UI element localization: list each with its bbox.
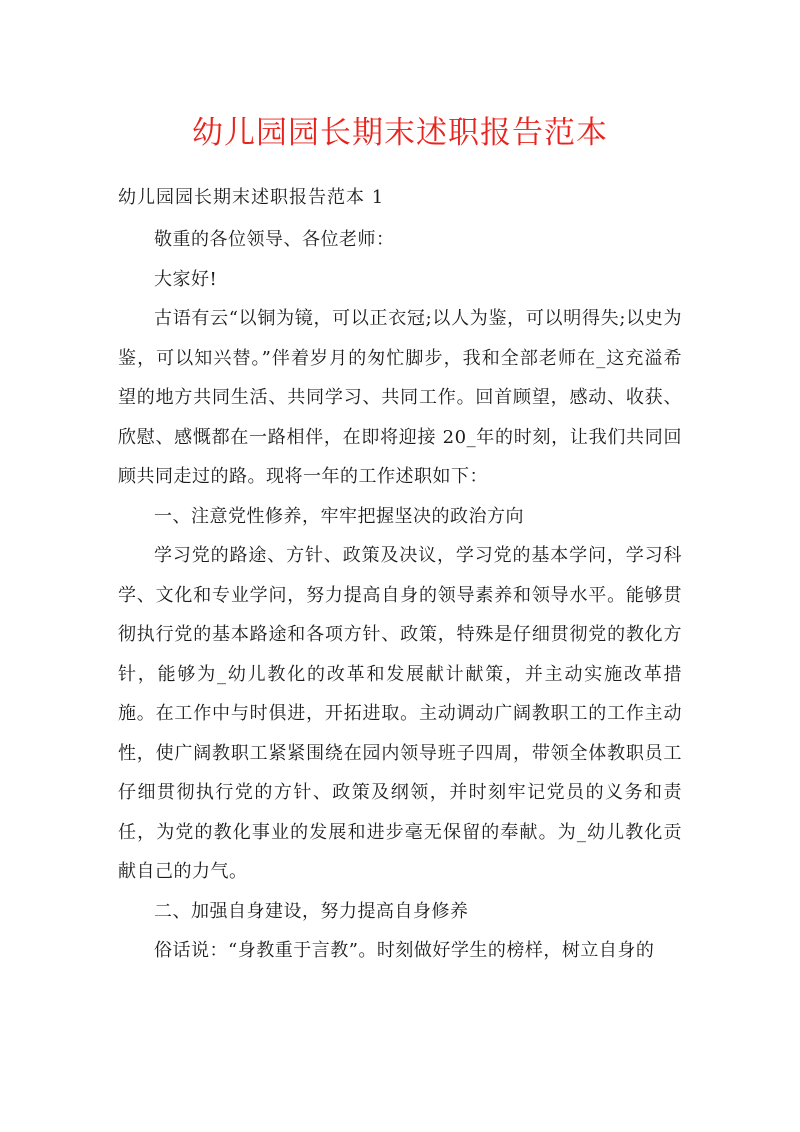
salutation: 敬重的各位领导、各位老师： (154, 229, 395, 250)
section-heading-2: 二、加强自身建设，努力提高自身修养 (154, 900, 469, 922)
paragraph-section-1: 学习党的路途、方针、政策及决议，学习党的基本学问，学习科学、文化和专业学问，努力提高自身的领导素养和领导水平。能够贯彻执行党的基本路途和各项方针、政策，特殊是仔细贯彻党的教化方针，能够为_幼儿教化的改革和发展献计献策，并主动实施改革措施。在工作中与时俱进，开拓进取。主动调动广阔教职工的工作主动性，使广阔教职工紧紧围绕在园内领导班子四周，带领全体教职员工仔细贯彻执行党的方针、政策及纲领，并时刻牢记党员的义务和责任，为党的教化事业的发展和进步毫无保留的奉献。为_幼儿教化贡献自己的力气。 (118, 545, 682, 882)
document-subtitle: 幼儿园园长期末述职报告范本 1 (118, 187, 385, 208)
section-heading-1: 一、注意党性修养，牢牢把握坚决的政治方向 (154, 505, 524, 527)
document-title: 幼儿园园长期末述职报告范本 (192, 115, 608, 151)
greeting: 大家好! (154, 268, 218, 290)
paragraph-intro: 古语有云“以铜为镜，可以正衣冠;以人为鉴，可以明得失;以史为鉴，可以知兴替。”伴着岁月的匆忙脚步，我和全部老师在_这充溢希望的地方共同生活、共同学习、共同工作。回首顾望，感动、收获、欣慰、感慨都在一路相伴，在即将迎接 20_年的时刻，让我们共同回顾共同走过的路。现将一年的工作述职如下： (118, 308, 682, 487)
paragraph-section-2: 俗话说：“身教重于言教”。时刻做好学生的榜样，树立自身的 (154, 940, 655, 961)
